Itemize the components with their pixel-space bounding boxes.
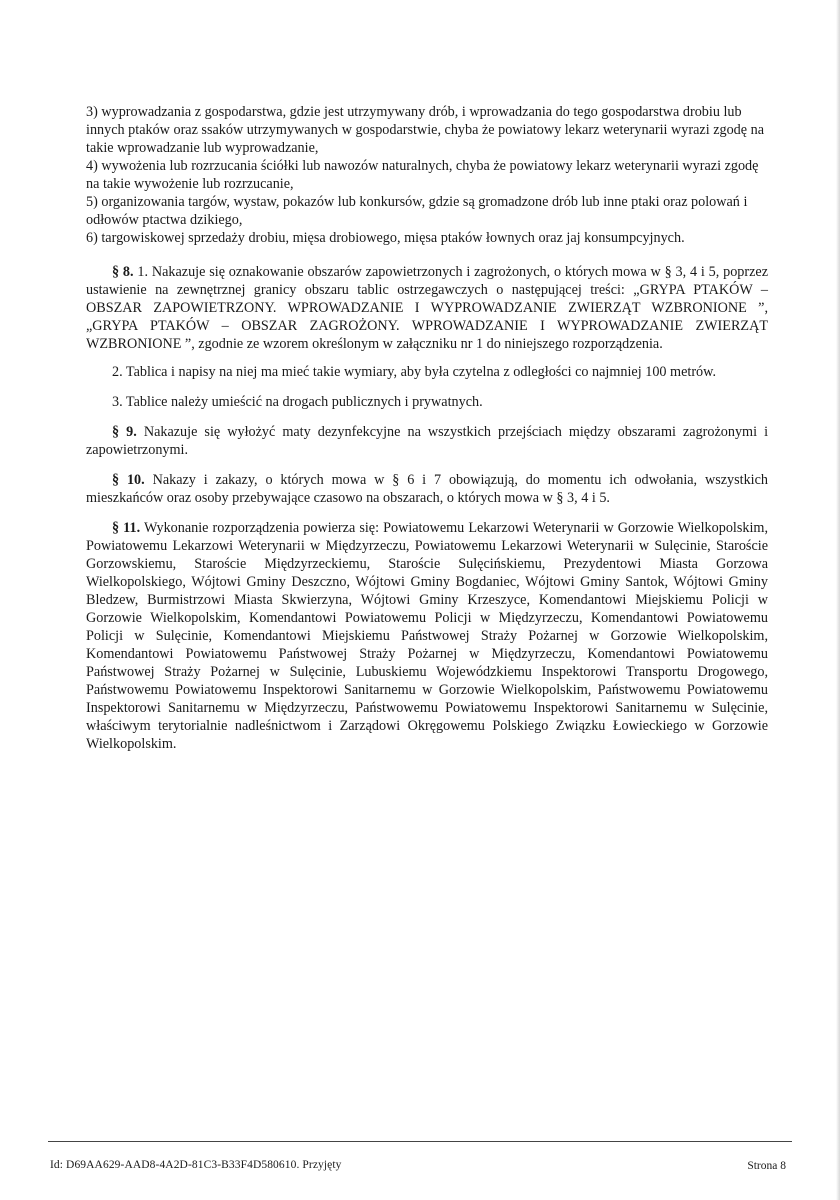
- prohibition-list: [86, 103, 768, 247]
- list-item: 3) wyprowadzania z gospodarstwa, gdzie jest utrzymywany drób, i wprowadzania do tego gospodarstwa drobiu lub innych ptaków oraz ssaków utrzymywanych w gospodarstwie, chyba że powiatowy lekarz weterynarii wyrazi zgodę na takie wprowadzanie lub wyprowadzanie,: [86, 104, 765, 156]
- list-item: 6) targowiskowej sprzedaży drobiu, mięsa drobiowego, mięsa ptaków łownych oraz jaj konsumpcyjnych.: [86, 230, 685, 246]
- section-8-paragraph-2: [86, 363, 768, 381]
- section-9-text: Nakazuje się wyłożyć maty dezynfekcyjne na wszystkich przejściach między obszarami zagrożonymi i zapowietrzonymi.: [86, 424, 769, 458]
- section-10-mark: § 10.: [112, 472, 145, 488]
- footer-divider: [48, 1141, 792, 1142]
- section-8-text-3: 3. Tablice należy umieścić na drogach publicznych i prywatnych.: [112, 394, 483, 410]
- section-10-paragraph: [86, 471, 768, 507]
- list-item: 5) organizowania targów, wystaw, pokazów lub konkursów, gdzie są gromadzone drób lub inne ptaki oraz polowań i odłowów ptactwa dzikiego,: [86, 194, 748, 228]
- section-11-text: Wykonanie rozporządzenia powierza się: Powiatowemu Lekarzowi Weterynarii w Gorzowie Wielkopolskim, Powiatowemu Lekarzowi Weterynarii w Międzyrzeczu, Powiatowemu Lekarzowi Weterynarii w Sulęcinie, Staroście Gorzowskiemu, Staroście Międzyrzeckiemu, Staroście Sulęcińskiemu, Prezydentowi Miasta Gorzowa Wielkopolskiego, Wójtowi Gminy Deszczno, Wójtowi Gminy Bogdaniec, Wójtowi Gminy Santok, Wójtowi Gminy Bledzew, Burmistrzowi Miasta Skwierzyna, Wójtowi Gminy Krzeszyce, Komendantowi Miejskiemu Policji w Gorzowie Wielkopolskim, Komendantowi Powiatowemu Policji w Międzyrzeczu, Komendantowi Powiatowemu Policji w Sulęcinie, Komendantowi Miejskiemu Państwowej Straży Pożarnej w Gorzowie Wielkopolskim, Komendantowi Powiatowemu Państwowej Straży Pożarnej w Międzyrzeczu, Komendantowi Powiatowemu Państwowej Straży Pożarnej w Sulęcinie, Lubuskiemu Wojewódzkiemu Inspektorowi Transportu Drogowego, Państwowemu Powiatowemu Inspektorowi Sanitarnemu w Gorzowie Wielkopolskim, Państwowemu Powiatowemu Inspektorowi Sanitarnemu w Międzyrzeczu, Państwowemu Powiatowemu Inspektorowi Sanitarnemu w Sulęcinie, właściwym terytorialnie nadleśnictwom i Zarządowi Okręgowemu Polskiego Związku Łowieckiego w Gorzowie Wielkopolskim.: [86, 520, 768, 752]
- document-id: Id: D69AA629-AAD8-4A2D-81C3-B33F4D580610. Przyjęty: [50, 1159, 342, 1171]
- section-9-paragraph: [86, 423, 768, 459]
- section-8-mark: § 8.: [112, 264, 134, 280]
- section-8-paragraph-1: [86, 263, 768, 353]
- section-9-mark: § 9.: [112, 424, 137, 440]
- section-11-paragraph: [86, 519, 768, 753]
- page-number: Strona 8: [747, 1160, 786, 1172]
- document-body: [86, 103, 768, 753]
- section-11-mark: § 11.: [112, 520, 141, 536]
- section-8-text-1: 1. Nakazuje się oznakowanie obszarów zapowietrzonych i zagrożonych, o których mowa w § 3, 4 i 5, poprzez ustawienie na zewnętrznej granicy obszaru tablic ostrzegawczych o następującej treści: „GRYPA PTAKÓW – OBSZAR ZAPOWIETRZONY. WPROWADZANIE I WYPROWADZANIE ZWIERZĄT WZBRONIONE ”, „GRYPA PTAKÓW – OBSZAR ZAGROŻONY. WPROWADZANIE I WYPROWADZANIE ZWIERZĄT WZBRONIONE ”, zgodnie ze wzorem określonym w załączniku nr 1 do niniejszego rozporządzenia.: [86, 264, 769, 352]
- scan-edge-shadow: [836, 0, 840, 1200]
- list-item: 4) wywożenia lub rozrzucania ściółki lub nawozów naturalnych, chyba że powiatowy lekarz weterynarii wyrazi zgodę na takie wywożenie lub rozrzucanie,: [86, 158, 759, 192]
- section-8-text-2: 2. Tablica i napisy na niej ma mieć takie wymiary, aby była czytelna z odległości co najmniej 100 metrów.: [112, 364, 717, 380]
- section-8-paragraph-3: [86, 393, 768, 411]
- section-10-text: Nakazy i zakazy, o których mowa w § 6 i 7 obowiązują, do momentu ich odwołania, wszystkich mieszkańców oraz osoby przebywające czasowo na obszarach, o których mowa w § 3, 4 i 5.: [86, 472, 769, 506]
